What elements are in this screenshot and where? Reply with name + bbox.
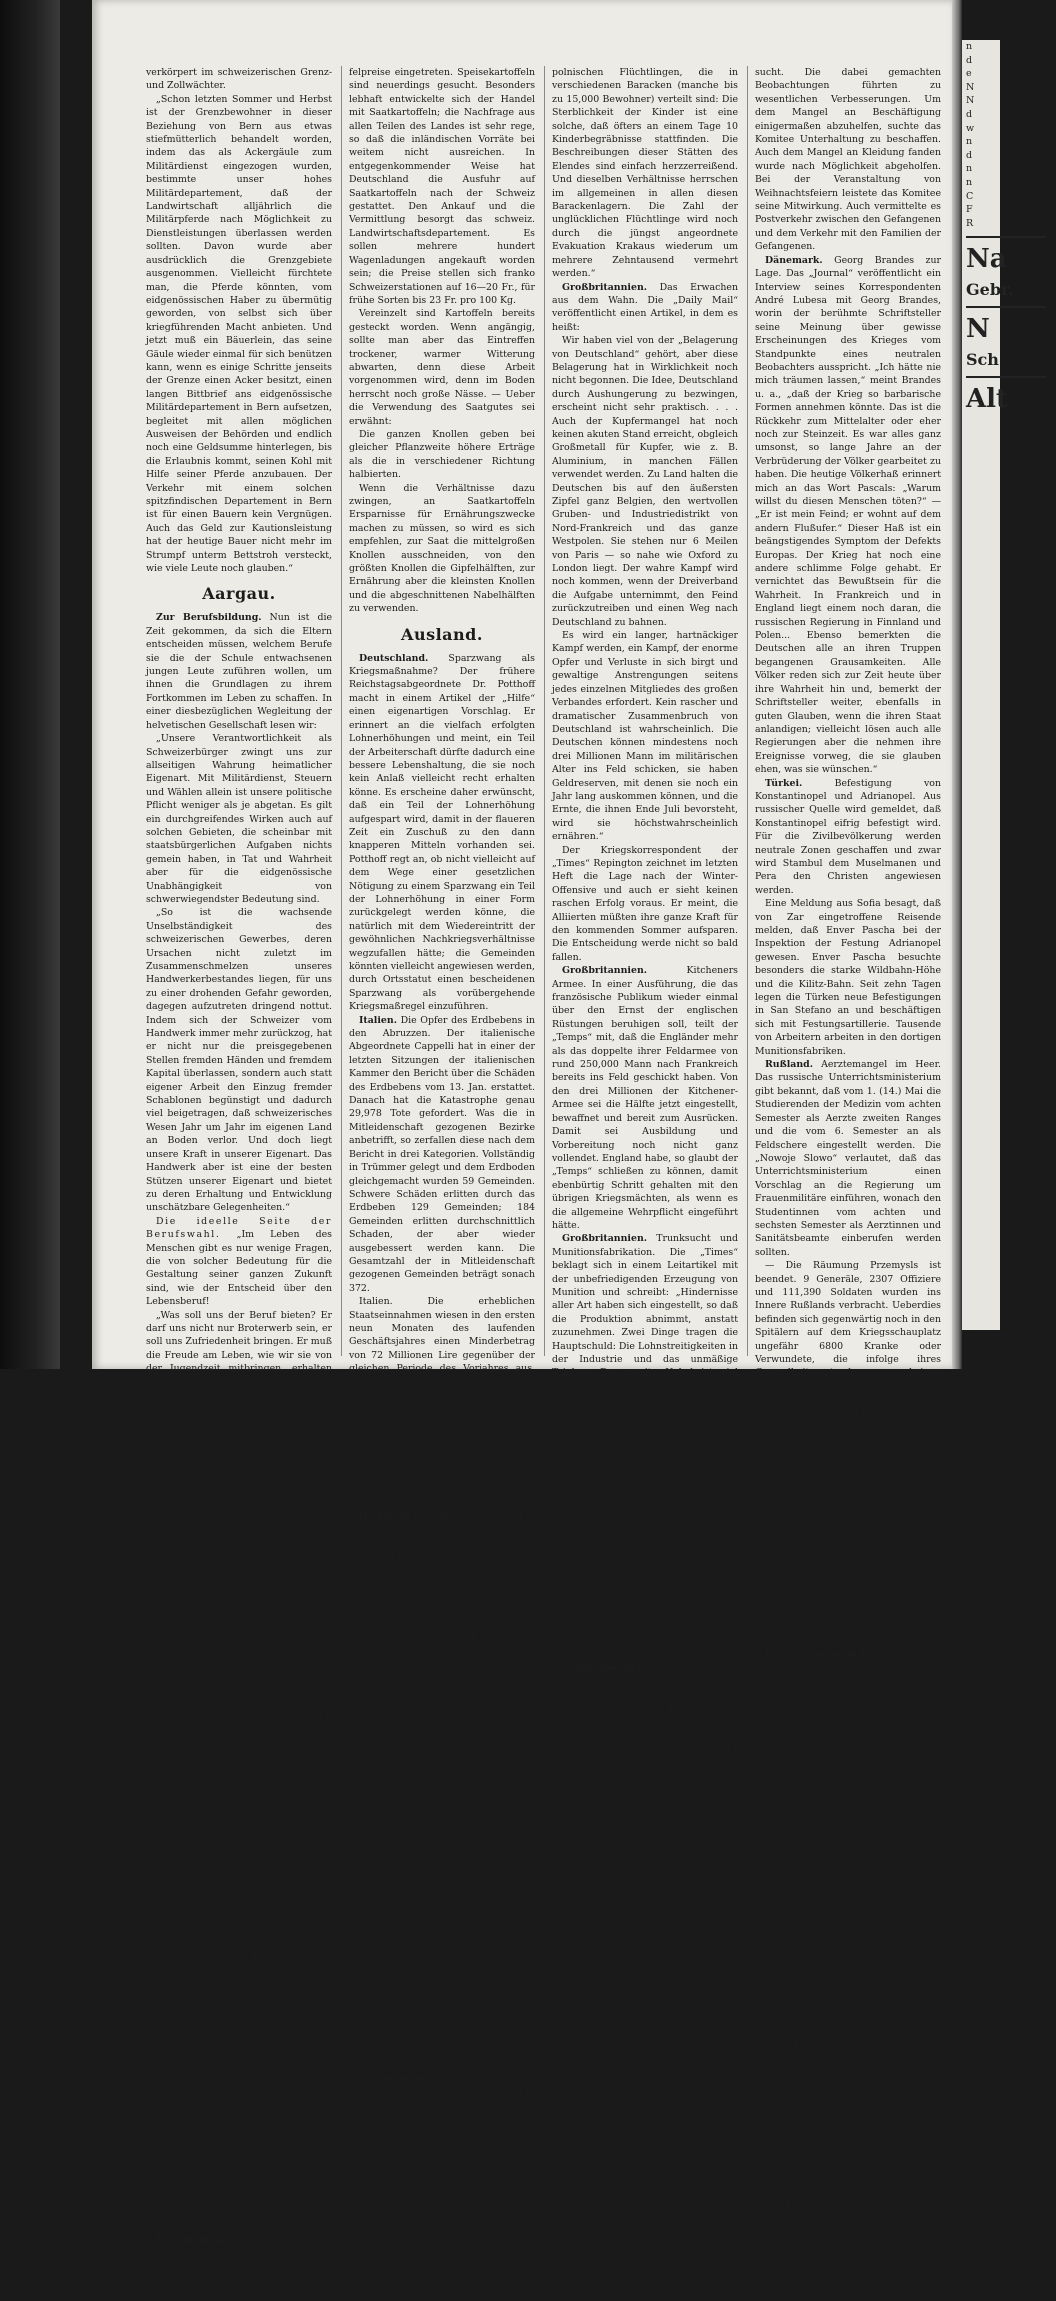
paragraph xyxy=(755,254,941,777)
paragraph-body: Trunksucht und Munitionsfabrikation. Die „Times“ beklagt sich in einem Leitartikel mit der unbefriedigenden Erzeugung von Munition und schreibt: „Hindernisse aller Art haben sich eingestellt, so daß die Produktion abnimmt, anstatt zuzunehmen. Zwei Dinge tragen die Hauptschuld: Die Lohnstreitigkeiten in der Industrie und das unmäßige Trinken. Das zweite Uebel ist viel schlimmer als das erste; es ist schwer, ihm beizukommen. Die Trunksucht ist jedenfalls die Hauptschwierigkeit. Aus Lloyd Georges Bemerkungen läßt sich schließen, daß gegen die Schankwirtschaften und Kneipen eingeschritten werden soll. Man wird annehmen können, daß die Zwangsmaßregeln auf alle Schichten der Bevölkerung ausgedehnt werden sollen und nicht nur auf die Arbeiter. Das einzige Mittel, die Arbeiter wirklich zu beeinflussen, wäre, wenn die Kreise, auf die es ankommt, für die Dauer des Krieges freiwillig dem Genuß geistiger Getränke entsagten und so ein Beispiel gäben. Wenn diese Kreise jedoch fortfahren, im Klub und zu Hause zu trinken, werden die Arbeiter am Clyde und Tyne dasselbe tun.“ xyxy=(552,1233,738,1660)
facing-ad-heading: Alt xyxy=(966,384,1009,415)
paragraph-lead: Dänemark. xyxy=(765,254,823,266)
paragraph-lead: Rußland. xyxy=(765,1059,814,1071)
facing-rule xyxy=(966,236,1046,238)
paragraph-lead: Großbritannien. xyxy=(562,965,648,977)
facing-text-line: n xyxy=(966,176,973,188)
facing-rule xyxy=(966,306,1046,308)
paragraph: Der Kriegskorrespondent der „Times“ Repington zeichnet im letzten Heft die Lage nach der Winter-Offensive und auch er sieht keinen raschen Erfolg voraus. Er meint, die Alliierten müßten ihre ganze Kraft für den kommenden Sommer aufsparen. Die Entscheidung werde nicht so bald fallen. xyxy=(552,844,738,963)
paragraph: „Was soll uns der Beruf bieten? Er darf uns nicht nur Broterwerb sein, er soll uns Zufriedenheit bringen. Er muß die Freude am Leben, wie wir sie von der Jugendzeit mitbringen, erhalten und mehren, nicht aber sie verkümmern. Dies ist nur möglich, wenn im Berufe alle Fähigkeiten zur Entfaltung kommen und dabei die Gelegenheit zur Entwicklung, in möglichst reichem Maße geboten ist. Bringt euch also nicht um den schönsten und edelsten Reichtum im Leben dadurch, daß ihr von Anfang an einen zu schweren Beruf wählet; einen Beruf, bei dem ihr unter Einsetzung eurer ganzen Kraft nur Mittelmäßiges leisten könnt, oder gar nur ein „Stümper“ bleibt. — Ihr Eltern, ihr Schüler, ziehet keine unnützen und sogar schädlichen Vergleiche! Denkt nicht, weil dieser Schüler, jener Kamerad, jener Verwandte, diesen Beruf ergriffen hat, darf mein Kind, darf ich, ebenfalls einen einfacheren Beruf wählen! Kümmert euch gar nicht darum, was andere tun; seid ehrlich gegen euch selbst, hütet euch vor Selbsttäuschung und wählt keinen höheren Beruf als den, von welchem ihr die innerste Ueberzeugung habt, darin nur „Ganzes“ leisten und ein „Meister“ werden zu können! xyxy=(146,1309,332,1750)
page-edge-shadow xyxy=(952,0,962,1369)
paragraph: „Unsere Verantwortlichkeit als Schweizerbürger zwingt uns zur allseitigen Wahrung heimatlicher Eigenart. Mit Militärdienst, Steuern und Wählen allein ist unsere politische Pflicht weniger als je abgetan. Es gilt ein durchgreifendes Wirken auch auf solchen Gebieten, die scheinbar mit staatsbürgerlichen Aufgaben nichts gemein haben, in Tat und Wahrheit aber für die eidgenössische Unabhängigkeit von schwerwiegendster Bedeutung sind. xyxy=(146,733,332,905)
paragraph-body: Nun ist die Zeit gekommen, da sich die Eltern entscheiden müssen, welchem Berufe sie die der Schule entwachsenen jungen Leute zuführen wollen, um ihnen die Grundlagen zu ihrem Fortkommen im Leben zu schaffen. In einer diesbezüglichen Wegleitung der helvetischen Gesellschaft lesen wir: xyxy=(146,612,332,731)
facing-page-strip xyxy=(962,40,1014,1330)
paragraph: Es wird ein langer, hartnäckiger Kampf werden, ein Kampf, der enorme Opfer und Verluste in sich birgt und gewaltige Anstrengungen seitens jedes einzelnen Mitgliedes des großen Verbandes erfordert. Kein rascher und dramatischer Zusammenbruch von Deutschland ist wahrscheinlich. Die Deutschen können mindestens noch drei Millionen Mann im militärischen Alter ins Feld schicken, sie haben Geldreserven, mit denen sie noch ein Jahr lang auskommen können, und die Ernte, die ihnen Ende Juli bevorsteht, wird sie höchstwahrscheinlich ernähren.“ xyxy=(552,630,738,843)
paragraph-body: Georg Brandes zur Lage. Das „Journal“ veröffentlicht ein Interview seines Korrespondenten André Lubesa mit Georg Brandes, worin der berühmte Schriftsteller seine Meinung über gewisse Erscheinungen des Krieges vom Standpunkte eines neutralen Beobachters ausspricht. „Ich hätte nie mich träumen lassen,“ meint Brandes u. a., „daß der Krieg so barbarische Formen annehmen könnte. Das ist die Rückkehr zum Mittelalter oder eher noch zur Steinzeit. Es war alles ganz umsonst, so lange Jahre an der Verbrüderung der Völker gearbeitet zu haben. Die heutige Völkerhaß erinnert mich an das Wort Pascals: „Warum willst du diesen Menschen töten?“ — „Er ist mein Feind; er wohnt auf dem andern Flußufer.“ Dieser Haß ist ein beängstigendes Symptom der Defekts Europas. Der Krieg hat noch eine andere schlimme Folge gehabt. Er vernichtet das Bewußtsein für die Wahrheit. In Frankreich und in England liegt einem noch daran, die russischen Regierung in Finnland und Polen... Ebenso bemerkten die Deutschen alle an ihren Truppen begangenen Grausamkeiten. Alle Völker reden sich zur Zeit heute über ihre Wahrheit hin und, bemerkt der Schriftsteller weiter, ebenfalls in guten Glauben, wenn die ihren Staat anlandigen; vielleicht lösen auch alle Regierungen aber die nehmen ihre Ereignisse vorweg, die sie glauben ehen, was sie wünschen.“ xyxy=(755,254,941,776)
paragraph: polnischen Flüchtlingen, die in verschiedenen Baracken (manche bis zu 15,000 Bewohner) verteilt sind: Die Sterblichkeit der Kinder ist eine solche, daß öfters an einem Tage 10 Kinderbegräbnisse stattfinden. Die Beschreibungen dieser Stätten des Elendes sind einfach herzzerreißend. Und dieselben Verhältnisse herrschen im allgemeinen in allen diesen Barackenlagern. Die Zahl der unglücklichen Flüchtlinge wird noch durch die jüngst angeordnete Evakuation Krakaus wiederum um mehrere Zehntausend vermehrt werden.“ xyxy=(552,67,738,280)
facing-text-line: d xyxy=(966,108,973,120)
facing-ad-heading: Sch xyxy=(966,350,999,370)
paragraph: Italien. Die erheblichen Staatseinnahmen wiesen in den ersten neun Monaten des laufenden Geschäftsjahres einen Minderbetrag von 72 Millionen Lire gegenüber der gleichen Periode des Vorjahres aus. Die Zolleinnahmen auf Getreide verminderten sich um 44 Millionen und die übrigen Konsumsteuern, vor denen namentlich die Fabrikationssteuer auf Zucker und Spiritus zurückgingen, zusammen um 69 Millionen. Dagegen stieg der Ertrag des Tabakmonopols um 18 Millionen und die Einkommensteuer um 26 Millionen. xyxy=(349,1296,535,1509)
paragraph-body: Das englische Hilfskomitee für Deutsche in England versendet seinen zweiten Bericht, der die Zeit des Jahres 1914 reicht. Mehr als 20 freiwillige und vier bezahlte Kräfte sind ständig im Bureau des Komitees beschäftigt. Bis Ende 1914 sind etwa 3000 Unterstützungsfälle behandelt, ungerechnet 2650 Gesuche zu Weihnachten. Die wöchentliche Ausgabe beträgt etwa 10,000 M. Eigene Abteilungen des Komitees beschäftigen sich mit Vermittlung von Arbeit, mit Beschaffung von Unterhalt in Familien, mit Hilfe für Frauen die ihre Niederkunft erwarten, mit Verteilung von Kleidern, mit Ermöglichung der Heimreise und endlich mit Besuch der Gefangenenlager. Es gab Ende des Jahres 20 solche Lager, in denen mehr als 23,000 Gefangene, darunter etwa 15,000 Zivilgefangene, eingeschlossen sind. Männer, unterscheidet man. Die Lager wurden von Mitgliedern des Komitees und dritten Vertretern besichtigt und xyxy=(552,1662,738,2022)
paragraph-lead: Großbritannien. xyxy=(562,281,648,293)
paragraph xyxy=(349,2073,535,2301)
paragraph: „Schon letzten Sommer und Herbst ist der Grenzbewohner in dieser Beziehung von Bern aus etwas stiefmütterlich behandelt worden, indem das als Ackergäule zum Militärdienst eingezogen wurden, bestimmte unser hohes Militärdepartement, daß der Landwirtschaft alljährlich die Militärpferde nach Möglichkeit zu Dienstleistungen überlassen werden sollten. Davon wurde aber ausdrücklich die Grenzgebiete ausgenommen. Vielleicht fürchtete man, die Pferde könnten, vom eidgenössischen Haber zu übermütig geworden, von selbst sich über kriegführenden Macht anbieten. Und jetzt muß ein Bäuerlein, das seine Gäule wieder einmal für sich benützen kann, wenn es einige Schritte jenseits der Grenze einen Acker besitzt, einen langen Bittbrief ans eidgenössische Militärdepartement in Bern aufsetzen, begleitet mit allen möglichen Ausweisen der Behörden und endlich noch eine Geldsumme hinterlegen, bis die Erlaubnis kommt, seinen Kohl mit Hilfe seiner Pferde anzubauen. Der Verkehr mit einem solchen spitzfindischen Departement in Bern ist für einen Bauern kein Vergnügen. Auch das Geld zur Kautionsleistung hat der heutige Bauer nicht mehr im Strumpf unterm Bettstroh versteckt, wie viele Leute noch glauben.“ xyxy=(146,93,332,575)
paragraph xyxy=(755,1648,941,2292)
facing-ad-heading: N xyxy=(966,314,990,345)
paragraph-body: Kitcheners Armee. In einer Ausführung, die das französische Publikum wieder einmal über den Ernst der englischen Rüstungen beruhigen soll, teilt der „Temps“ mit, daß die Engländer mehr als das doppelte ihrer Feldarmee von rund 250,000 Mann nach Frankreich bereits ins Feld geschickt haben. Von den drei Millionen der Kitchener-Armee sei die Hälfte jetzt eingestellt, bewaffnet und bereit zum Ausrücken. Damit sei Ausbildung und Vorbereitung noch nicht ganz vollendet. England habe, so glaubt der „Temps“ schließen zu können, damit ebenbürtig Schritt gehalten mit den übrigen Kriegsmächten, als wenn es die allgemeine Wehrpflicht eingeführt hätte. xyxy=(552,965,738,1231)
paragraph: Die ganzen Knollen geben bei gleicher Pflanzweite höhere Erträge als die in verschiedener Richtung halbierten. xyxy=(349,428,535,481)
paragraph-body: Die Lebensmittelfrage in den okkupierten Gebieten. (K. k. Korr.-Bureau.) Aus dem Kriegspressequartier wird gemeldet: Die Erkenntnis der Tatsache, daß die bringlichste und wichtigste Angelegenheit für die Bevölkerung der Okkupationsgebiete in Russisch-Polen dermalen die Lebensmittelfrage bildet, veranlaßt das Etappenkommando an die ihm unterstehenden Kommandos der Armee Vorschriften zu erlassen, die die ausreichende Approvisionierung der besetzten Gebiete von Russisch-Polen sicher stellen. In jedem Kreise ist der Bedarf bis zum 15. August dieses Jahres unter Zugrundelegung einer Tagesquote von 200 Gramm Brot oder 1000 Gramm Kartoffeln oder sonstiger Surrogate pro Kopf ebenfalls festzustellen, wobei das Saatgut nicht zu rechnen ist. Die Anlage von Lebensmittelmagazinen und die Bildung von Approvisionierungskommissionen wird empfohlen. Die unentgeltliche Abgabe von Lebensmitteln an wirklich arme, bedürftige Leute wird angeordnet. Auch Speisehallen oder sonstige Naturalverpflegungsstationen sind zu errichten und zu fördern. Alle Verlautbarungen betr. die Approvisionierungen müssen in polnischer Sprache und unter Hervorhebung des Grundsatzes erfolgen, daß die österreichisch-ungarische Militärverwaltung eine vornehmste Pflicht darin erblickt, die Armen und Schwachen zu schützen und der Not des Volkes nach Kräften abzuhelfen. xyxy=(349,1510,535,2072)
continuation-note: (Fortsetzung folgt). xyxy=(239,2221,332,2233)
facing-text-line: w xyxy=(966,122,975,134)
paragraph xyxy=(755,1058,941,1259)
paragraph-lead: Großbritannien. xyxy=(562,1233,648,1245)
paragraph-body: Im Laufe des Monats März ist eine weitere Erhöhung der Kartof- xyxy=(146,2234,332,2273)
paragraph: Wir haben viel von der „Belagerung von Deutschland“ gehört, aber diese Belagerung hat in Wirklichkeit noch nicht begonnen. Die Idee, Deutschland durch Aushungerung zu bezwingen, erscheint nicht sehr praktisch. . . . Auch der Kupfermangel hat noch keinen akuten Stand erreicht, obgleich Großmetall für Kupfer, wie z. B. Aluminium, in manchen Fällen verwendet werden. Zu Land halten die Deutschen bis auf den äußersten Zipfel ganz Belgien, den wertvollen Gruben- und Industriedistrikt von Nord-Frankreich und das ganze Westpolen. Sie stehen nur 6 Meilen von Paris — so nahe wie Oxford zu London liegt. Der wahre Kampf wird noch kommen, wenn der Dreiverband die Aufgabe unternimmt, den Feind zurückzutreiben und einen Weg nach Deutschland zu bahnen. xyxy=(552,335,738,628)
paragraph-lead: Italien. xyxy=(359,1014,397,1026)
facing-text-line: R xyxy=(966,217,974,229)
paragraph-body: Von den Leiden der polnischen Bevölkerung in den eigentlichen Kampfgebieten erhält man nur spärliche direkte Nachrichten, weil infolge der streng gehandhabten Zensur weder Zeitungen noch Privatbriefe mit derartigen Schilderungen zu uns gelangen können. Doch ist die bedauernswerte polnische Bevölkerung sogar außerhalb der Operationsgebiete der Armeen den schlimmsten Entbehrungen ausgesetzt. Wie z. B. aus einem österreichischen Bericht: „Das Komitee in Prag besitzt sich mit mehr als 200,000 xyxy=(349,2073,535,2300)
column-2 xyxy=(349,66,535,2300)
paragraph xyxy=(146,2234,332,2274)
paragraph xyxy=(552,281,738,335)
column-divider xyxy=(544,66,545,1356)
paragraph xyxy=(552,1661,738,2023)
paragraph-body: „Im Leben des Menschen gibt es nur wenige Fragen, die von solcher Bedeutung für die Gestaltung seiner ganzen Zukunft sind, wie der Entscheid über den Lebensberuf! xyxy=(146,1229,332,1308)
facing-text-line: n xyxy=(966,163,973,175)
paragraph-lead: Die ideelle Seite der Berufswahl. xyxy=(146,1215,332,1241)
paragraph xyxy=(146,1215,332,1309)
column-divider xyxy=(747,66,748,1356)
facing-text-line: n xyxy=(966,136,973,148)
paragraph: verkörpert im schweizerischen Grenz- und Zollwächter. xyxy=(146,67,332,92)
paragraph xyxy=(552,964,738,1232)
paragraph xyxy=(349,652,535,1014)
facing-text-line: e xyxy=(966,68,972,80)
column-3 xyxy=(552,66,738,2022)
paragraph-body: Das Erwachen aus dem Wahn. Die „Daily Mail“ veröffentlicht einen Artikel, in dem es heißt: xyxy=(552,281,738,333)
paragraph xyxy=(552,1232,738,1661)
facing-text-line: F xyxy=(966,204,973,216)
paragraph: felpreise eingetreten. Speisekartoffeln sind neuerdings gesucht. Besonders lebhaft entwickelte sich der Handel mit Saatkartoffeln; die Nachfrage aus allen Teilen des Landes ist sehr rege, so daß die inländischen Vorräte bei weitem nicht ausreichen. In entgegenkommender Weise hat Deutschland die Ausfuhr auf Saatkartoffeln nach der Schweiz gestattet. Den Ankauf und die Vermittlung besorgt das schweiz. Landwirtschaftsdepartement. Es sollen mehrere hundert Wagenladungen angekauft worden sein; die Preise stellen sich franko Schweizerstationen auf 16—20 Fr., für frühe Sorten bis 23 Fr. pro 100 Kg. xyxy=(349,67,535,306)
paragraph: — Die Räumung Przemysls ist beendet. 9 Generäle, 2307 Offiziere und 111,390 Soldaten wurden ins Innere Rußlands verbracht. Ueberdies befinden sich gegenwärtig noch in den Spitälern auf dem Kriegsschauplatz ungefähr 6800 Kranke oder Verwundete, die infolge ihres Gesundheitszustandes keinen sofortigen Transport nicht verlegt werden. Zur Pflege dieser Verwundeten und Kranken wurden 129 österreichische Aerzte und 100 österreichische Krankenpfleger in den Spitälern zurückgelassen. Man hat in Przemysl eine gewaltige Menge Kriegsmaterial erbeutet, das im einzelnen noch nicht festgestellt wurde. Bis jetzt haben wir 900 Geschütze gezählt, von welchen aber die meisten unbrauchbar sind. Das Fort Siedliska, das in der Nähe der Stadt liegt, enthielt noch manche Vorräte an Kriegsmaterial. Viele Geschütze, Gewehre und anderweitiges Kriegsmaterial wurde von den Oesterreichern in San versenkt. (Russische amtliche Meldung.) xyxy=(755,1260,941,1647)
paragraph: „Verschmäht nicht einen einfachen Beruf, weil ihr glaubt, eure genossene Schulbildung sei zu hoch dazu; denn in jedem Berufe, so einfach er sei, bringt möglichst gute, allgemeine Bildung reichliche Früchte, sofern sie mit Geschick und Menschenkenntnis gepaart ist. Wählt ihr aber einen zu schwierigen Beruf, dem eure Fähigkeiten nicht gewachsen sind, so bleiben euch die einfachern Funktionen dieses Erwerbszweiges eurer Arbeitsgebiet. Das Interessante, das euch zu diesem Berufe verlockte, bleibt euch vorenthalten. Es fehlt der Erfolg. Stillstand ist Rückschritt und Verkümmerung die Folge. Wenn man aber am Berufe keine Freude findet, sucht man sie anderswo. Da bietet nun unser allzu sehr entwickeltes, die Volkskraft verzehrendes Vereins- und Wirtshausleben scheinbaren Ersatz. Hier holen sich leider viele ihr bischen Lebensfreude; aber zum Schaden ihrer Familie und ihrer eigenen Gesundheit. Vom Morgen bis am Abend verrichten sie mißmutig ihren Beruf, der ihnen nur Broterwerb ist. Sie denken nur an die Erholung am Abend im Verein oder im Wirtshause, oder an die Genüsse am Sonntag. Darum sollt ihr also einen Beruf zu wählen, der euch nur Auskommen, aber keinen Erfolg, keine Befriedigung bringen wird!“ xyxy=(146,1751,332,2219)
paragraph xyxy=(349,1014,535,1296)
paragraph-lead: Kartoffelpreise. xyxy=(156,2234,239,2246)
column-1 xyxy=(146,66,332,2273)
article-columns xyxy=(146,66,942,2300)
paragraph: Vereinzelt sind Kartoffeln bereits gesteckt worden. Wenn angängig, sollte man aber das Eintreffen trockener, warmer Witterung abwarten, denn diese Arbeit vorgenommen wird, denn im Boden herrscht noch große Nässe. — Ueber die Verwendung des Saatgutes sei erwähnt: xyxy=(349,308,535,427)
facing-ad-heading: Na xyxy=(966,244,1007,275)
paragraph-lead: Großbritannien. xyxy=(562,1662,648,1674)
facing-text-line: d xyxy=(966,54,973,66)
column-4 xyxy=(755,66,941,2291)
facing-text-line: N xyxy=(966,95,975,107)
facing-rule xyxy=(966,376,1046,378)
section-heading-ausland: Ausland. xyxy=(401,624,483,644)
column-divider xyxy=(341,66,342,1356)
paragraph-lead: Zur Berufsbildung. xyxy=(156,612,262,624)
facing-page-column xyxy=(966,40,1056,420)
paragraph: Eine Meldung aus Sofia besagt, daß von Zar eingetroffene Reisende melden, daß Enver Pascha bei der Inspektion der Festung Adrianopel gewesen. Enver Pascha besuchte besonders die starke Wildbahn-Höhe und die Kilitz-Bahn. Seit zehn Tagen legen die Türken neue Befestigungen in San Stefano an und beschäftigen sich mit Festungsartillerie. Tausende von Arbeitern arbeiten in den dortigen Munitionsfabriken. xyxy=(755,898,941,1057)
paragraph-body: Sparzwang als Kriegsmaßnahme? Der frühere Reichstagsabgeordnete Dr. Potthoff macht in einem Artikel der „Hilfe“ einen eigenartigen Vorschlag. Er erinnert an die vielfach erfolgten Lohnerhöhungen und meint, ein Teil der Arbeiterschaft dürfte dadurch eine bessere Lebenshaltung, die sie noch kein Anlaß vielleicht recht erhalten könne. Es erscheine daher erwünscht, daß ein Teil der Lohnerhöhung aufgespart wird, damit in der flaueren Zeit ein Zuschuß zu den dann knapperen Mitteln vorhanden sei. Potthoff regt an, ob nicht vielleicht auf dem Wege einer gesetzlichen Nötigung zu einem Sparzwang ein Teil der Lohnerhöhung in einer Form zurückgelegt werden könne, die natürlich mit dem Wiedereintritt der gewöhnlichen Nachkriegsverhältnisse wegzufallen hätte; die Gemeinden könnten vielleicht angewiesen werden, durch Ortsstatut einen bescheidenen Sparzwang als vorübergehende Kriegsmaßregel einzuführen. xyxy=(349,652,535,1013)
paragraph-body: Die Opfer des Erdbebens in den Abruzzen. Der italienische Abgeordnete Cappelli hat in einer der letzten Sitzungen der italienischen Kammer den Bericht über die Schäden des Erdbebens vom 13. Jan. erstattet. Danach hat die Katastrophe genau 29,978 Tote gefordert. Was die in Mitleidenschaft gezogenen Bezirke anbetrifft, so zerfallen diese nach dem Bericht in drei Kategorien. Vollständig in Trümmer gelegt und dem Erdboden gleichgemacht wurden 59 Gemeinden. Schwere Schäden erlitten durch das Erdbeben 129 Gemeinden; 184 Gemeinden erlitten durchschnittlich Schaden, der aber wieder ausgebessert werden kann. Die Gesamtzahl der in Mitleidenschaft gezogenen Gemeinden beträgt sonach 372. xyxy=(349,1014,535,1294)
paragraph xyxy=(146,611,332,732)
paragraph-lead: Ein Frauenmörder. xyxy=(765,1648,879,1660)
paragraph-lead: Türkei. xyxy=(765,777,803,789)
paragraph-lead: Deutschland. xyxy=(359,652,429,664)
facing-ad-heading: Gebr. xyxy=(966,280,1014,300)
book-binding xyxy=(0,0,60,1369)
paragraph-body: Befestigung von Konstantinopel und Adrianopel. Aus russischer Quelle wird gemeldet, daß Konstantinopel eifrig befestigt wird. Für die Zivilbevölkerung werden neutrale Zonen geschaffen und zwar wird Stambul dem Muselmanen und Pera den Christen angewiesen werden. xyxy=(755,777,941,896)
paragraph: „So ist die wachsende Unselbständigkeit des schweizerischen Gewerbes, deren Ursachen nicht zuletzt im Zusammenschmelzen unseres Handwerkerbestandes liegen, für uns zu einer drohenden Gefahr geworden, dagegen aufzutreten dringend nottut. Indem sich der Schweizer vom Handwerk immer mehr zurückzog, hat er nicht nur die preisgegebenen Stellen fremden Händen und fremdem Kapital überlassen, sondern auch statt eigener Arbeit den Einzug fremder Schablonen begünstigt und dadurch viel beigetragen, daß schweizerisches Wesen Jahr um Jahr im eigenen Land an Boden verlor. Und doch liegt unsere Kraft in unserer Eigenart. Das Handwerk aber ist eine der besten Stützen unserer Eigenart und bietet zu deren Erhaltung und Entwicklung unschätzbare Gelegenheiten.“ xyxy=(146,907,332,1214)
section-heading-aargau: Aargau. xyxy=(202,584,276,604)
facing-text-line: d xyxy=(966,149,973,161)
paragraph xyxy=(755,777,941,898)
paragraph-lead: Oesterreich-Ungarn. xyxy=(359,2073,468,2085)
paragraph-body: In den englischen Blättern ist von einem aufsehenerregenden Prozeß zu lesen, der sich vor dem Londoner Gerichtshof abspielt und der in manchem den Fall des Raubmörders Hopf erinnert. Es handelt sich um einen neununddreißigjährigen Mann mit Namen George Joseph Smith, der beschuldigt wird, seine drei Frauen nacheinander im Bade ertränkt zu haben, und zwar jedesmal kurz nachdem er sie veranlaßt hatte, sich hoch in Lebensversicherungen einzukaufen, und nicht ehe er ihr eigenes Vermögen an sich gezogen hatte, bis Abschluß seiner letzten Ehe eine Fälschung begangen hatte. Sein Vater war Versicherungsagent. Nun wurde der Angeklagte kurz vor Kriegsausbruch die Tatsache, daß er die Frauen ermordet hatte, entdeckt. Erst während der Verhandlung wurden seine früheren Ehen, die er unter einem falschen und unter fremdem Namen einging, auf diese geheimnisvollen, frühen Umstände, in denen der Tod seiner letzten drei Frauen erfolgte. Jedesmal wurde nach dem Tode der Frauen eine ungewöhnliche Eile an die Beseitigung der Leichen gezeigt, deren Tod 100 bis 2800 Pfund Sterling eingetragen hatte, wobei er sich um die Auszahlung der Versicherungen kümmerte. Nach dem Tode der ersten Frau, als er auf diese Weise, als er gerade deren Tod ihm die Lebensversicherungspolice seines letzten Opfers war, wegen des Verbrechens angeklagt. Er veranlaßte seine Frau, ein Testament zu seinen Gunsten aufzusetzen, worauf er wie immer deren Tod und die Auszahlung der Versicherung einkassieren. Der Angeklagte schrieb jedesmal einen gleichlautenden Brief an die Verwandten seiner xyxy=(755,1648,941,2291)
paragraph-body: Aerztemangel im Heer. Das russische Unterrichtsministerium gibt bekannt, daß vom 1. (14.) Mai die Studierenden der Medizin vom achten Semester als Aerzte zweiten Ranges und die vom 6. Semester an als Feldschere eingestellt werden. Die „Nowoje Slowo“ verlautet, daß das Unterrichtsministerium einen Vorschlag an die Regierung um Frauenmilitäre einführen, wonach den Studentinnen vom achten und sechsten Semester als Aerztinnen und Sanitätsbeamte einberufen werden sollten. xyxy=(755,1059,941,1258)
paragraph xyxy=(349,1510,535,2073)
facing-text-line: n xyxy=(966,41,973,52)
facing-text-line: N xyxy=(966,81,975,93)
paragraph-lead: Oesterreich-Ungarn. xyxy=(359,1510,468,1522)
paragraph: sucht. Die dabei gemachten Beobachtungen führten zu wesentlichen Verbesserungen. Um dem Mangel an Beschäftigung einigermaßen abzuhelfen, suchte das Komitee Unterhaltung zu beschaffen. Auch dem Mangel an Kleidung fanden wurde nach Möglichkeit abgeholfen. Bei der Veranstaltung von Weihnachtsfeiern leistete das Komitee seine Mitwirkung. Auch vermittelte es Postverkehr zwischen den Gefangenen und dem Verkehr mit den Familien der Gefangenen. xyxy=(755,67,941,253)
facing-text-line: C xyxy=(966,190,974,202)
paragraph: Wenn die Verhältnisse dazu zwingen, an Saatkartoffeln Ersparnisse für Ernährungszwecke machen zu müssen, so wird es sich empfehlen, zur Saat die mittelgroßen Knollen ausschneiden, von den größten Knollen die Gipfelhälften, zur Ernährung aber die kleinsten Knollen und die abgeschnittenen Nabelhälften zu verwenden. xyxy=(349,482,535,615)
